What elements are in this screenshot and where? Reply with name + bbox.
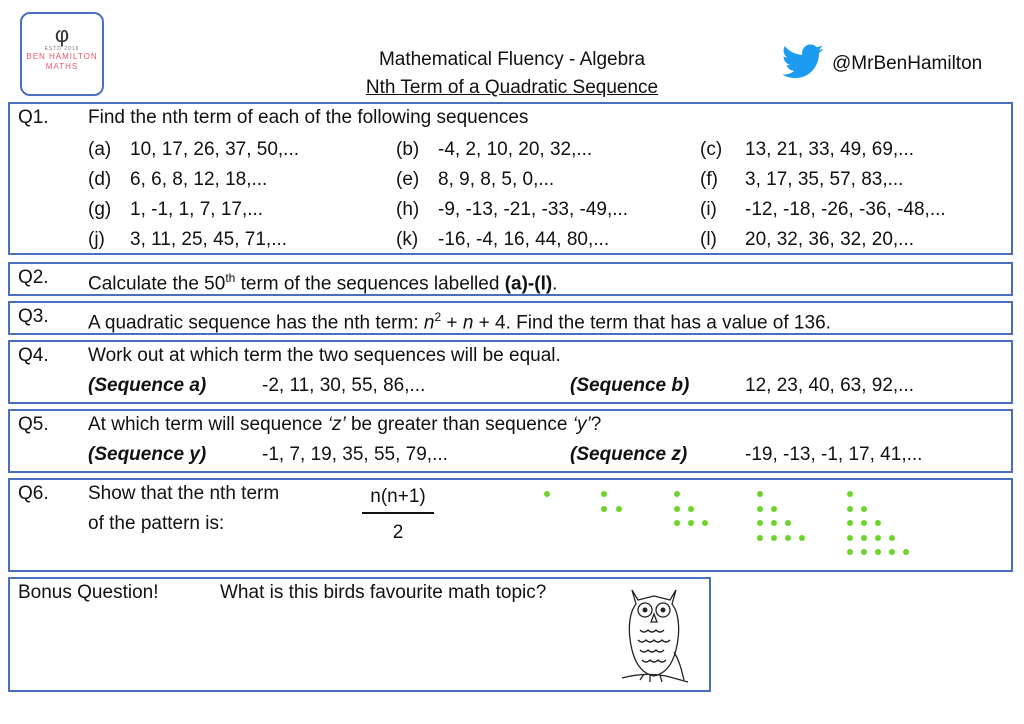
q1-f-label: (f) xyxy=(700,169,718,190)
q1-e-label: (e) xyxy=(396,169,420,190)
logo-symbol: φ xyxy=(54,22,70,47)
q4-seq-b: 12, 23, 40, 63, 92,... xyxy=(745,375,915,396)
q1-text: Find the nth term of each of the following sequences xyxy=(88,107,529,128)
q5-text: At which term will sequence ‘z’ be greater than sequence ‘y’? xyxy=(88,414,602,435)
q1-i-label: (i) xyxy=(700,199,717,220)
q5-seq-y-label: (Sequence y) xyxy=(88,444,207,465)
pattern-5-dots xyxy=(847,491,853,497)
q1-f-seq: 3, 17, 35, 57, 83,... xyxy=(745,169,904,190)
q1-h-label: (h) xyxy=(396,199,420,220)
q1-j-seq: 3, 11, 25, 45, 71,... xyxy=(130,229,288,250)
q1-k-label: (k) xyxy=(396,229,419,250)
q1-b-seq: -4, 2, 10, 20, 32,... xyxy=(438,139,593,160)
page-title: Mathematical Fluency - Algebra xyxy=(378,49,646,70)
q1-g-seq: 1, -1, 1, 7, 17,... xyxy=(130,199,264,220)
triangle-dot-pattern xyxy=(530,485,930,565)
q1-c-seq: 13, 21, 33, 49, 69,... xyxy=(745,139,915,160)
q3-label: Q3. xyxy=(18,306,49,327)
q1-d-seq: 6, 6, 8, 12, 18,... xyxy=(130,169,268,190)
logo-name: BEN HAMILTON xyxy=(26,52,98,61)
q1-a-seq: 10, 17, 26, 37, 50,... xyxy=(130,139,300,160)
twitter-handle: @MrBenHamilton xyxy=(832,53,983,74)
twitter-icon xyxy=(782,44,824,80)
q1-l-seq: 20, 32, 36, 32, 20,... xyxy=(745,229,915,250)
q4-seq-b-label: (Sequence b) xyxy=(570,375,690,396)
q1-i-seq: -12, -18, -26, -36, -48,... xyxy=(745,199,946,220)
pattern-4-dots xyxy=(757,491,763,497)
q1-d-label: (d) xyxy=(88,169,112,190)
q3-text: A quadratic sequence has the nth term: $n^2 + n + 4$. Find the term that has a value of 136. xyxy=(88,310,831,334)
q1-a-label: (a) xyxy=(88,139,112,160)
bonus-label: Bonus Question! xyxy=(18,582,159,603)
q1-h-seq: -9, -13, -21, -33, -49,... xyxy=(438,199,629,220)
q2-label: Q2. xyxy=(18,267,49,288)
q1-b-label: (b) xyxy=(396,139,420,160)
q6-line1: Show that the nth term xyxy=(88,483,280,504)
q4-seq-a-label: (Sequence a) xyxy=(88,375,207,396)
pattern-3-dots xyxy=(674,491,680,497)
q1-label: Q1. xyxy=(18,107,49,128)
q1-l-label: (l) xyxy=(700,229,717,250)
logo-est: ESTD 2016 xyxy=(44,46,80,52)
q1-c-label: (c) xyxy=(700,139,723,160)
q1-j-label: (j) xyxy=(88,229,105,250)
q1-e-seq: 8, 9, 8, 5, 0,... xyxy=(438,169,555,190)
q4-label: Q4. xyxy=(18,345,49,366)
q6-line2: of the pattern is: xyxy=(88,513,225,534)
q6-label: Q6. xyxy=(18,483,49,504)
fraction-denominator: 2 xyxy=(392,522,404,543)
fraction-numerator: n(n+1) xyxy=(362,486,434,514)
q4-text: Work out at which term the two sequences will be equal. xyxy=(88,345,561,366)
page-subtitle: Nth Term of a Quadratic Sequence xyxy=(365,77,659,98)
logo-name-2: MATHS xyxy=(45,62,79,71)
nth-term-fraction xyxy=(362,486,434,544)
q5-seq-z: -19, -13, -1, 17, 41,... xyxy=(745,444,923,465)
q5-label: Q5. xyxy=(18,414,49,435)
q1-k-seq: -16, -4, 16, 44, 80,... xyxy=(438,229,610,250)
bonus-text: What is this birds favourite math topic? xyxy=(220,582,547,603)
q2-text: Calculate the 50th term of the sequences labelled (a)-(l). xyxy=(88,271,558,295)
owl-icon xyxy=(614,582,694,686)
q5-seq-y: -1, 7, 19, 35, 55, 79,... xyxy=(262,444,448,465)
q5-seq-z-label: (Sequence z) xyxy=(570,444,688,465)
pattern-1-dots xyxy=(544,491,550,497)
q1-g-label: (g) xyxy=(88,199,112,220)
pattern-2-dots xyxy=(601,491,607,497)
q4-seq-a: -2, 11, 30, 55, 86,... xyxy=(262,375,426,396)
